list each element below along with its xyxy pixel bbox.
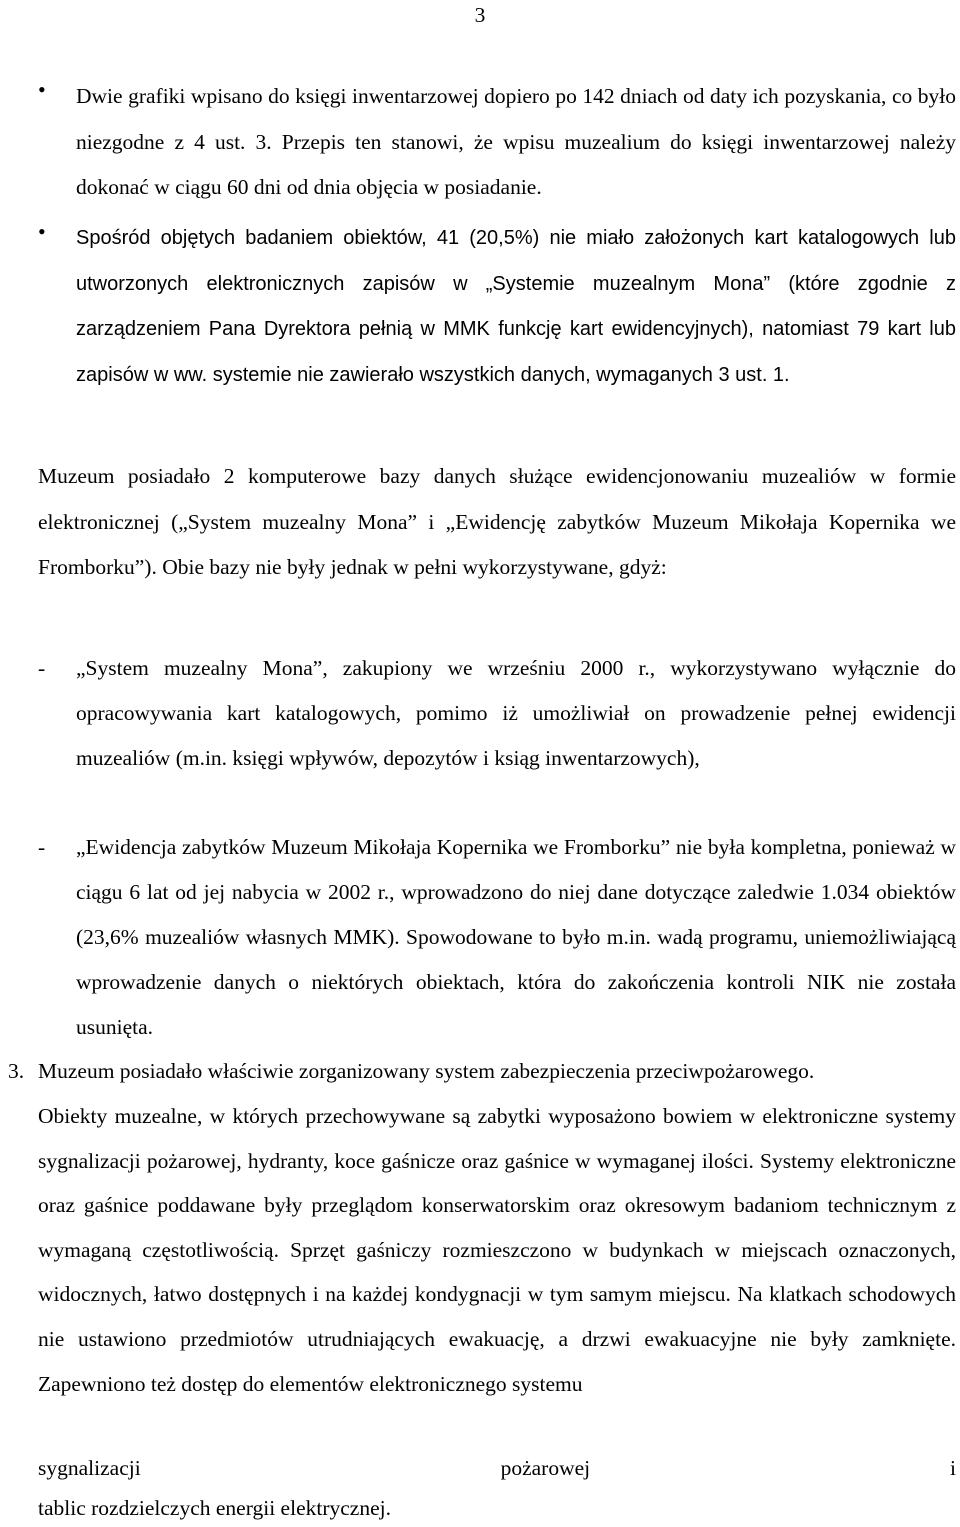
bullet-marker: •: [38, 77, 46, 102]
gap-word: sygnalizacji: [38, 1456, 141, 1480]
bullet-marker: •: [38, 219, 46, 244]
section-last-line: tablic rozdzielczych energii elektrycznej.: [38, 1496, 391, 1520]
justified-gap-line: [38, 1450, 956, 1486]
dash-item-registry-incomplete: „Ewidencja zabytków Muzeum Mikołaja Kopernika we Fromborku” nie była kompletna, ponieważ w ciągu 6 lat od jej nabycia w 2002 r., wprowadzono do niej dane dotyczące zaledwie 1.034 obiektów (23,6% muzealiów własnych MMK). Spowodowane to było m.in. wadą programu, uniemożliwiającą wprowadzenie danych o niektórych obiektach, która do zakończenia kontroli NIK nie została usunięta.: [76, 835, 956, 1039]
section-lead: Muzeum posiadało właściwie zorganizowany system zabezpieczenia przeciwpożarowego.: [38, 1059, 815, 1083]
section-number: 3.: [8, 1059, 25, 1083]
paragraph-databases: Muzeum posiadało 2 komputerowe bazy danych służące ewidencjonowaniu muzealiów w formie elektronicznej („System muzealny Mona” i „Ewidencję zabytków Muzeum Mikołaja Kopernika we Fromborku”). Obie bazy nie były jednak w pełni wykorzystywane, gdyż:: [38, 464, 956, 579]
dash-marker: -: [38, 656, 46, 680]
bullet-item-acquisition-delay: Dwie grafiki wpisano do księgi inwentarzowej dopiero po 142 dniach od daty ich pozyskania, co było niezgodne z 4 ust. 3. Przepis ten stanowi, że wpisu muzealium do księgi inwentarzowej należy dokonać w ciągu 60 dni od dnia objęcia w posiadanie.: [76, 84, 956, 199]
gap-word: pożarowej: [500, 1456, 591, 1480]
dash-item-mona-system: „System muzealny Mona”, zakupiony we wrześniu 2000 r., wykorzystywano wyłącznie do opracowywania kart katalogowych, pomimo iż umożliwiał on prowadzenie pełnej ewidencji muzealiów (m.in. księgi wpływów, depozytów i ksiąg inwentarzowych),: [76, 656, 956, 770]
page-number: 3: [474, 3, 486, 27]
section-body: Obiekty muzealne, w których przechowywane są zabytki wyposażono bowiem w elektroniczne systemy sygnalizacji pożarowej, hydranty, koce gaśnicze oraz gaśnice w wymaganej ilości. Systemy elektroniczne oraz gaśnice poddawane były przeglądom konserwatorskim oraz okresowym badaniom technicznym z wymaganą częstotliwością. Sprzęt gaśniczy rozmieszczono w budynkach w miejscach oznaczonych, widocznych, łatwo dostępnych i na każdej kondygnacji w tym samym miejscu. Na klatkach schodowych nie ustawiono przedmiotów utrudniających ewakuację, a drzwi ewakuacyjne nie były zamknięte. Zapewniono też dostęp do elementów elektronicznego systemu: [38, 1104, 956, 1396]
bullet-item-missing-catalog-cards: Spośród objętych badaniem obiektów, 41 (20,5%) nie miało założonych kart katalogowych lub utworzonych elektronicznych zapisów w „Systemie muzealnym Mona” (które zgodnie z zarządzeniem Pana Dyrektora pełnią w MMK funkcję kart ewidencyjnych), natomiast 79 kart lub zapisów w ww. systemie nie zawierało wszystkich danych, wymaganych 3 ust. 1.: [76, 227, 956, 386]
dash-marker: -: [38, 835, 46, 859]
gap-word: i: [950, 1456, 956, 1480]
